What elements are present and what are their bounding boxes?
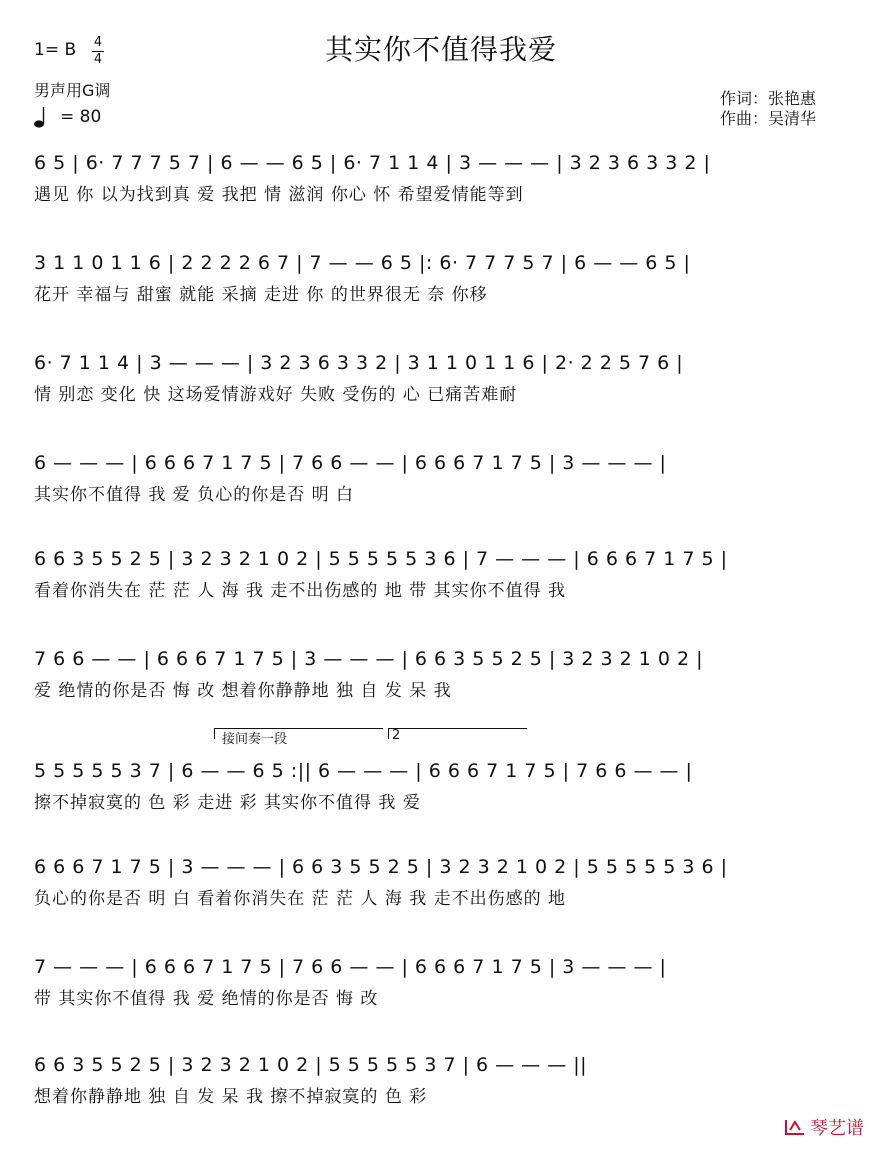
- lyric-line: 其实你不值得 我 爱 负心的你是否 明 白: [34, 485, 355, 505]
- score-row: [0, 452, 882, 548]
- brand-logo-icon: [784, 1118, 806, 1136]
- song-title: 其实你不值得我爱: [324, 33, 557, 66]
- voice-note: 男声用G调: [34, 81, 111, 100]
- score-row: [0, 352, 882, 448]
- key-signature: 1= B: [34, 40, 77, 60]
- composer: 作曲：吴清华: [720, 109, 817, 128]
- score-row: [0, 152, 882, 248]
- quarter-note-icon: [34, 106, 46, 128]
- time-signature: [92, 36, 104, 67]
- ending-1-label: 接间奏一段: [222, 732, 288, 747]
- notation-line: 6 6 6 7 1 7 5 | 3 — — — | 6 6 3 5 5 2 5 | 3 2 3 2 1 0 2 | 5 5 5 5 5 3 6 |: [34, 856, 728, 878]
- tempo-marking: [34, 106, 101, 128]
- brand-logo: [784, 1114, 864, 1140]
- lyric-line: 遇见 你 以为找到真 爱 我把 情 滋润 你心 怀 希望爱情能等到: [34, 185, 524, 205]
- score-row: [0, 548, 882, 644]
- lyric-line: 擦不掉寂寞的 色 彩 走进 彩 其实你不值得 我 爱: [34, 793, 421, 813]
- score-row: [0, 760, 882, 856]
- notation-line: 6 5 | 6· 7 7 7 5 7 | 6 — — 6 5 | 6· 7 1 1 4 | 3 — — — | 3 2 3 6 3 3 2 |: [34, 152, 711, 174]
- notation-line: 7 — — — | 6 6 6 7 1 7 5 | 7 6 6 — — | 6 6 6 7 1 7 5 | 3 — — — |: [34, 956, 667, 978]
- lyric-line: 想着你静静地 独 自 发 呆 我 擦不掉寂寞的 色 彩: [34, 1087, 428, 1107]
- score-row: [0, 1054, 882, 1150]
- lyric-line: 花开 幸福与 甜蜜 就能 采摘 走进 你 的世界很无 奈 你移: [34, 285, 488, 305]
- lyric-line: 负心的你是否 明 白 看着你消失在 茫 茫 人 海 我 走不出伤感的 地: [34, 889, 567, 909]
- time-signature-bottom: 4: [93, 52, 103, 67]
- brand-name: 琴艺谱: [810, 1118, 864, 1139]
- notation-line: 6 6 3 5 5 2 5 | 3 2 3 2 1 0 2 | 5 5 5 5 5 3 7 | 6 — — — ||: [34, 1054, 588, 1076]
- score-row: [0, 956, 882, 1052]
- lyric-line: 看着你消失在 茫 茫 人 海 我 走不出伤感的 地 带 其实你不值得 我: [34, 581, 567, 601]
- notation-line: 5 5 5 5 5 3 7 | 6 — — 6 5 :|| 6 — — — | 6 6 6 7 1 7 5 | 7 6 6 — — |: [34, 760, 693, 782]
- lyric-line: 情 别恋 变化 快 这场爱情游戏好 失败 受伤的 心 已痛苦难耐: [34, 385, 518, 405]
- tempo-value: = 80: [60, 107, 102, 127]
- ending-2-label: 2: [392, 728, 401, 743]
- notation-line: 6 6 3 5 5 2 5 | 3 2 3 2 1 0 2 | 5 5 5 5 5 3 6 | 7 — — — | 6 6 6 7 1 7 5 |: [34, 548, 728, 570]
- notation-line: 7 6 6 — — | 6 6 6 7 1 7 5 | 3 — — — | 6 6 3 5 5 2 5 | 3 2 3 2 1 0 2 |: [34, 648, 704, 670]
- score-row: [0, 856, 882, 952]
- lyric-line: 爱 绝情的你是否 悔 改 想着你静静地 独 自 发 呆 我: [34, 681, 452, 701]
- score-row: [0, 252, 882, 348]
- notation-line: 3 1 1 0 1 1 6 | 2 2 2 2 6 7 | 7 — — 6 5 |: 6· 7 7 7 5 7 | 6 — — 6 5 |: [34, 252, 691, 274]
- lyric-line: 带 其实你不值得 我 爱 绝情的你是否 悔 改: [34, 989, 379, 1009]
- notation-line: 6· 7 1 1 4 | 3 — — — | 3 2 3 6 3 3 2 | 3 1 1 0 1 1 6 | 2· 2 2 5 7 6 |: [34, 352, 684, 374]
- time-signature-top: 4: [93, 35, 103, 50]
- notation-line: 6 — — — | 6 6 6 7 1 7 5 | 7 6 6 — — | 6 6 6 7 1 7 5 | 3 — — — |: [34, 452, 667, 474]
- lyricist: 作词：张艳惠: [720, 89, 817, 108]
